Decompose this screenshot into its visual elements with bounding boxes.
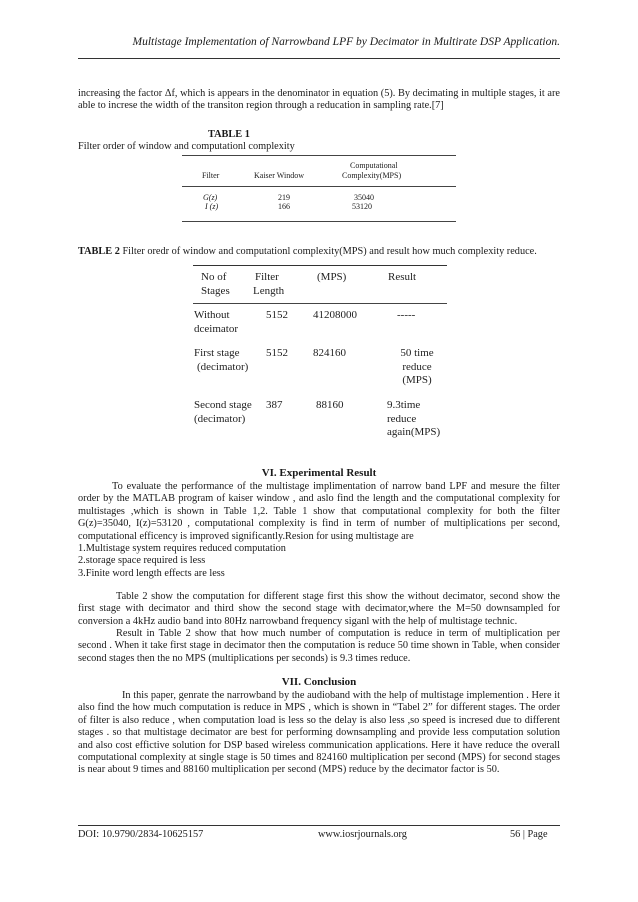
table2-header-stages-line2: Stages (201, 284, 230, 297)
table1-header-filter: Filter (202, 171, 220, 180)
table2-caption-line (78, 246, 578, 257)
intro-paragraph: increasing the factor Δf, which is appears in the denominator in equation (5). By decimating in multiple stages, it are able to increse the width of the transiton region through a reducation in sampling rate.[7] (78, 88, 560, 112)
table2-label: TABLE 2 (78, 246, 120, 257)
section6-list-item-1: 1.Multistage system requires reduced computation (78, 543, 286, 554)
table2-row2-mps: 824160 (313, 347, 346, 359)
table2-header-rule (193, 303, 447, 304)
section6-para1: To evaluate the performance of the multistage implimentation of narrow band LPF and mesure the filter order by the MATLAB program of kaiser window , and aslo find the length and the computational complexity for multistages ,which is shown in Table 1,2. Table 1 show that computational complexity for both the filter G(z)=35040, I(z)=53120 , computational complexity is find in term of number of multiplications per second, computational efficency is improved significantly.Resion for using multistage are (78, 481, 560, 542)
section7-heading: VII. Conclusion (281, 676, 357, 688)
section6-list (78, 543, 560, 580)
table1-bottom-rule (182, 221, 456, 222)
table2-row2-length: 5152 (266, 347, 288, 359)
footer-site: www.iosrjournals.org (318, 829, 407, 840)
section6-heading: VI. Experimental Result (261, 467, 377, 479)
footer-doi: DOI: 10.9790/2834-10625157 (78, 829, 204, 840)
table2-row1-stage-line2: dceimator (194, 322, 238, 335)
table2-row1-mps: 41208000 (313, 309, 357, 321)
table2-row3-result-line2: reduce (387, 412, 417, 425)
table2-caption: Filter oredr of window and computationl complexity(MPS) and result how much complexity reduce. (122, 246, 537, 257)
table2-header-stages-line1: No of (201, 271, 227, 283)
table1-header-window: Kaiser Window (254, 171, 304, 180)
table2-row2-result (387, 347, 447, 388)
table2-top-rule (193, 265, 447, 266)
table2-row2-stage-line2: (decimator) (197, 360, 249, 373)
table2-header-length (253, 271, 284, 298)
table2-row2-result-line2: reduce (402, 360, 432, 373)
table1 (182, 155, 456, 211)
table2-row3-result (387, 399, 440, 440)
table1-row2-filter: I (z) (205, 202, 219, 211)
table2-header-mps: (MPS) (317, 271, 347, 283)
table1-row1-complexity: 35040 (354, 193, 374, 202)
table1-row1-window: 219 (278, 193, 290, 202)
table2-header-stages (201, 271, 230, 298)
section6-para3: Result in Table 2 show that how much number of computation is reduce in term of multiplication per second . When it take first stage in decimator then the computation is reduce 50 time shown in Table, when consider second stages then the no MPS (multiplications per seconds) is 9.3 times reduce. (78, 628, 560, 664)
table2-row1-result: ----- (397, 309, 416, 321)
table2-row1-length: 5152 (266, 309, 288, 321)
table1-header-complexity: Complexity(MPS) (342, 171, 402, 180)
table2-row3-result-line1: 9.3time (387, 399, 421, 411)
header-rule (78, 58, 560, 59)
table2-row3-stage (194, 399, 252, 426)
table2-row2-stage-line1: First stage (194, 347, 240, 359)
table2-row2-result-line1: 50 time (400, 347, 434, 359)
table2-row1-stage-line1: Without (194, 309, 230, 321)
table1-caption: Filter order of window and computationl complexity (78, 141, 295, 152)
table2-row3-stage-line1: Second stage (194, 399, 252, 411)
section6-list-item-2: 2.storage space required is less (78, 555, 206, 567)
table2 (193, 264, 447, 444)
table2-header-result: Result (388, 271, 417, 283)
footer-rule (78, 825, 560, 826)
running-header: Multistage Implementation of Narrowband LPF by Decimator in Multirate DSP Application. (132, 36, 560, 48)
table2-header-length-line2: Length (253, 284, 285, 297)
section7-para: In this paper, genrate the narrowband by the audioband with the help of multistage implemention . Here it also find the how much computation is reduce in MPS , which is shown in “Tabel 2” for different stages. The order of filter is also reduce , when computation load is less so the delay is also less ,so speed is incresed due to different stages . so that multistage decimator are best for performing downsampling and provide less computation solution and also cost effictive solution for DSP based wireless communication applications. Here it have reduce the overall computational complexity at single stage is 50 times and 824160 multiplication per second (MPS) for second stages is near about 9 times and 88160 multiplication per second (MPS) reduce by the decimator factor is 50. (78, 690, 560, 776)
table2-row2-stage (194, 347, 248, 374)
table1-mid-rule (182, 186, 456, 187)
table2-header-length-line1: Filter (255, 271, 279, 283)
section6-list-item-3: 3.Finite word length effects are less (78, 567, 225, 579)
table2-row3-result-line3: again(MPS) (387, 426, 441, 438)
table1-row1-filter: G(z) (203, 193, 218, 202)
table1-header-computational: Computational (350, 161, 398, 170)
table1-row2-window: 166 (278, 202, 290, 211)
table2-row2-result-line3: (MPS) (402, 374, 432, 386)
table2-row3-length: 387 (266, 399, 283, 411)
footer-page: 56 | Page (510, 829, 548, 840)
table1-row2-complexity: 53120 (352, 202, 372, 211)
table2-row3-mps: 88160 (316, 399, 344, 411)
table1-label: TABLE 1 (208, 129, 250, 140)
table2-row3-stage-line2: (decimator) (194, 412, 246, 425)
table1-top-rule (182, 155, 456, 156)
table2-row1-stage (194, 309, 238, 336)
section6-para2: Table 2 show the computation for different stage first this show the without decimator, second show the first stage with decimator and third show the second stage with decimator,where the M=50 downsampled for conversion a 4kHz audio band into 80Hz narrowband frequency siganl with the help of multistage technic. (78, 591, 560, 627)
